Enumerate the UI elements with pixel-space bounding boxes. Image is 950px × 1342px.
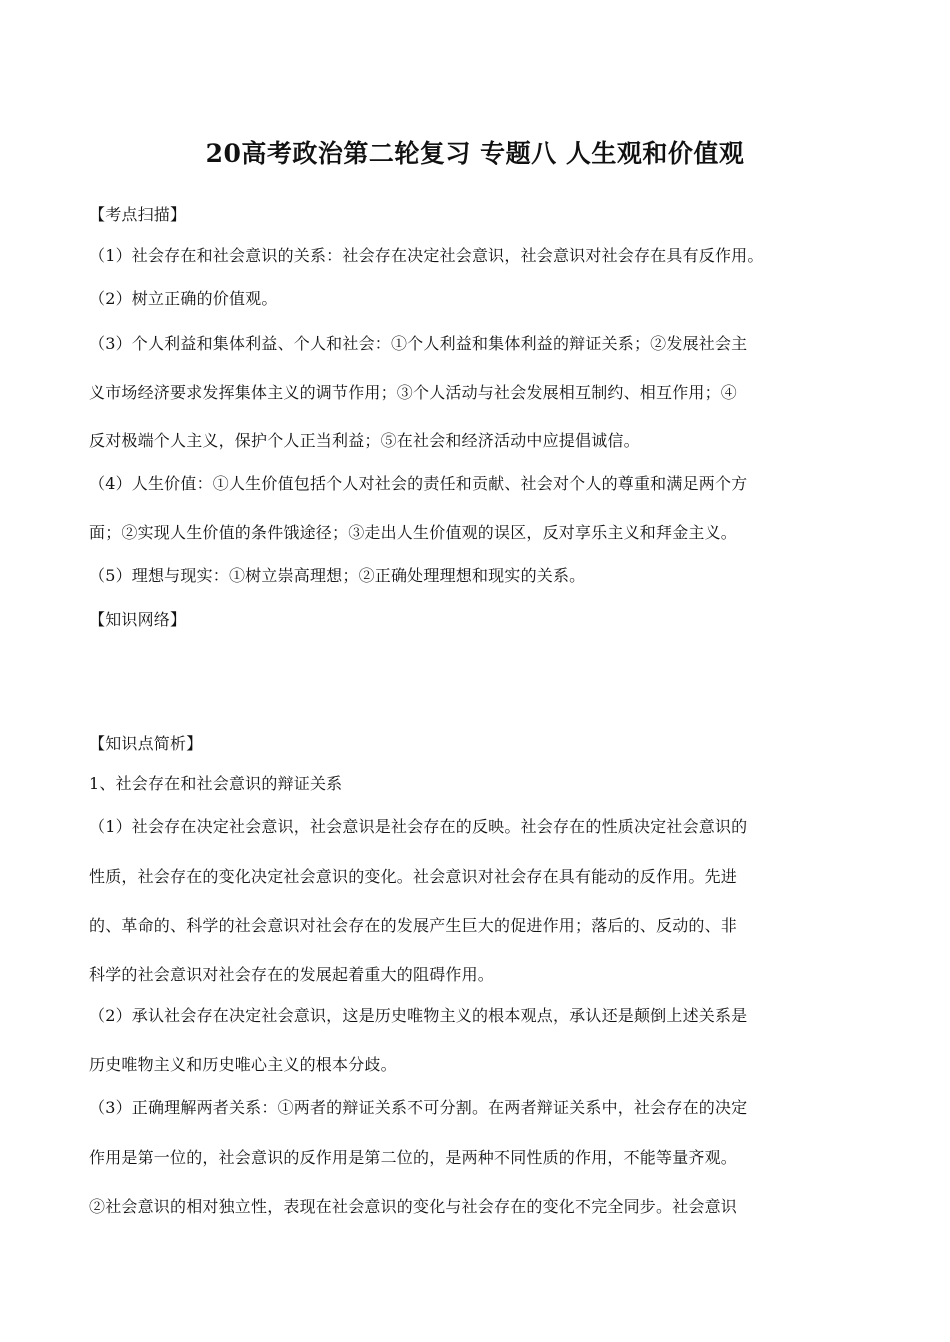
analysis-item-1: 1、社会存在和社会意识的辩证关系 <box>89 774 343 793</box>
scan-item-4-line-2: 面；②实现人生价值的条件饿途径；③走出人生价值观的误区，反对享乐主义和拜金主义。 <box>89 523 738 542</box>
section-heading-analysis: 【知识点简析】 <box>89 734 203 753</box>
analysis-paragraph-3-line-3: ②社会意识的相对独立性，表现在社会意识的变化与社会存在的变化不完全同步。社会意识 <box>89 1197 738 1216</box>
analysis-paragraph-1-line-4: 科学的社会意识对社会存在的发展起着重大的阻碍作用。 <box>89 965 495 984</box>
analysis-paragraph-1-line-2: 性质，社会存在的变化决定社会意识的变化。社会意识对社会存在具有能动的反作用。先进 <box>89 867 738 886</box>
analysis-paragraph-3-line-1: （3）正确理解两者关系：①两者的辩证关系不可分割。在两者辩证关系中，社会存在的决定 <box>89 1098 748 1117</box>
analysis-paragraph-1-line-1: （1）社会存在决定社会意识，社会意识是社会存在的反映。社会存在的性质决定社会意识的 <box>89 817 748 836</box>
analysis-paragraph-3-line-2: 作用是第一位的，社会意识的反作用是第二位的，是两种不同性质的作用，不能等量齐观。 <box>89 1148 738 1167</box>
scan-item-3-line-1: （3）个人利益和集体利益、个人和社会：①个人利益和集体利益的辩证关系；②发展社会主 <box>89 334 748 353</box>
analysis-paragraph-1-line-3: 的、革命的、科学的社会意识对社会存在的发展产生巨大的促进作用；落后的、反动的、非 <box>89 916 738 935</box>
analysis-paragraph-2-line-1: （2）承认社会存在决定社会意识，这是历史唯物主义的根本观点，承认还是颠倒上述关系是 <box>89 1006 748 1025</box>
scan-item-3-line-2: 义市场经济要求发挥集体主义的调节作用；③个人活动与社会发展相互制约、相互作用；④ <box>89 383 738 402</box>
section-heading-scan: 【考点扫描】 <box>89 205 187 224</box>
scan-item-2: （2）树立正确的价值观。 <box>89 289 278 308</box>
scan-item-4-line-1: （4）人生价值：①人生价值包括个人对社会的责任和贡献、社会对个人的尊重和满足两个方 <box>89 474 748 493</box>
analysis-paragraph-2-line-2: 历史唯物主义和历史唯心主义的根本分歧。 <box>89 1055 397 1074</box>
section-heading-network: 【知识网络】 <box>89 610 187 629</box>
document-title: 20高考政治第二轮复习 专题八 人生观和价值观 <box>205 139 745 168</box>
scan-item-1: （1）社会存在和社会意识的关系：社会存在决定社会意识，社会意识对社会存在具有反作用。 <box>89 246 764 265</box>
scan-item-3-line-3: 反对极端个人主义，保护个人正当利益；⑤在社会和经济活动中应提倡诚信。 <box>89 431 640 450</box>
scan-item-5: （5）理想与现实：①树立崇高理想；②正确处理理想和现实的关系。 <box>89 566 586 585</box>
